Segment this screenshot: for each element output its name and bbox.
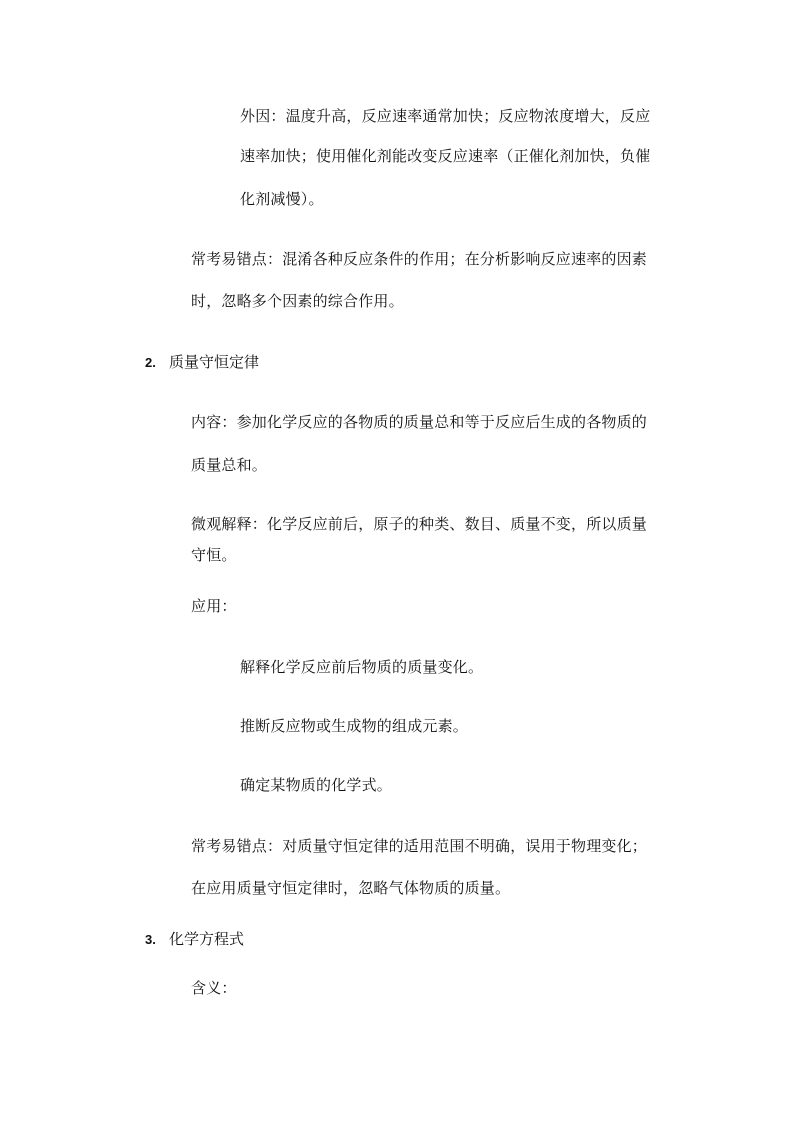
- section2-mistakes-line-1: 常考易错点：对质量守恒定律的适用范围不明确，误用于物理变化；: [191, 837, 648, 855]
- section3-number: 3.: [145, 932, 156, 947]
- section2-mistakes-line-2: 在应用质量守恒定律时，忽略气体物质的质量。: [191, 879, 511, 897]
- section2-micro-line-1: 微观解释：化学反应前后，原子的种类、数目、质量不变，所以质量: [191, 515, 648, 533]
- section2-application-item-3: 确定某物质的化学式。: [240, 776, 393, 794]
- section2-application-label: 应用：: [191, 597, 237, 615]
- section2-heading: [145, 352, 259, 373]
- section2-content-line-1: 内容：参加化学反应的各物质的质量总和等于反应后生成的各物质的: [191, 413, 648, 431]
- section2-application-item-1: 解释化学反应前后物质的质量变化。: [240, 658, 484, 676]
- section2-micro-line-2: 守恒。: [191, 546, 237, 564]
- section2-content-line-2: 质量总和。: [191, 456, 268, 474]
- section2-title: 质量守恒定律: [169, 353, 260, 371]
- external-factors-line-2: 速率加快；使用催化剂能改变反应速率（正催化剂加快，负催: [240, 147, 651, 165]
- section3-meaning-label: 含义：: [191, 979, 237, 997]
- external-factors-line-1: 外因：温度升高，反应速率通常加快；反应物浓度增大，反应: [240, 107, 651, 125]
- section3-heading: [145, 929, 244, 950]
- section3-title: 化学方程式: [169, 930, 245, 948]
- section1-mistakes-line-2: 时，忽略多个因素的综合作用。: [191, 292, 404, 310]
- section2-number: 2.: [145, 355, 156, 370]
- section1-mistakes-line-1: 常考易错点：混淆各种反应条件的作用；在分析影响反应速率的因素: [191, 250, 648, 268]
- section2-application-item-2: 推断反应物或生成物的组成元素。: [240, 717, 469, 735]
- external-factors-line-3: 化剂减慢）。: [240, 190, 324, 208]
